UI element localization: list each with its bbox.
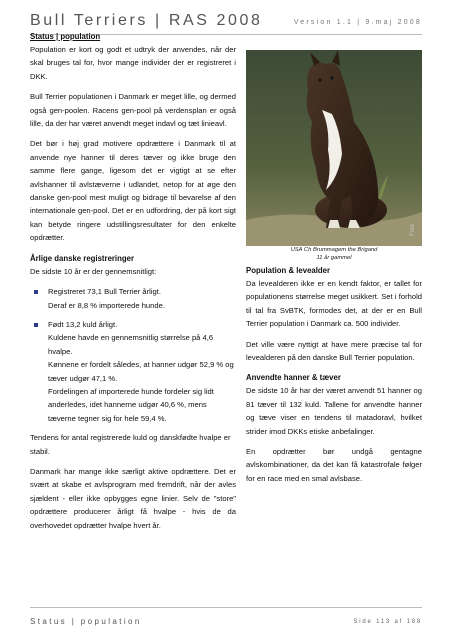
paragraph: Det ville være nyttigt at have mere præcise tal for levealderen på den danske Bull Terrier population. [246, 339, 422, 363]
right-column [246, 264, 422, 492]
list-item-subtext: Kuldene havde en gennemsnitlig størrelse på 4,6 hvalpe. [48, 333, 214, 356]
paragraph: Population er kort og godt et udtryk der anvendes, når der skal bruges tal for, hvor mange individer der er registreret i DKK. [30, 45, 236, 81]
dog-photo [246, 50, 422, 246]
paragraph: De sidste 10 år er der gennemsnitligt: [30, 266, 157, 276]
subheading-registrations: Årlige danske registreringer [30, 253, 134, 263]
page-number: Side 113 af 188 [353, 619, 422, 625]
version-label: Version 1.1 | 9.maj 2008 [293, 19, 422, 26]
list-item [48, 285, 236, 312]
list-item [48, 318, 236, 425]
paragraph: Danmark har mange ikke særligt aktive opdrættere. Det er svært at skabe et avlsprogram med fremdrift, når der avles sjældent - eller ikke opbygges egne linier. Selv de "store" opdrættere producerer årligt få hvalpe - hvis de da overhovedet opdrætter hvalpe hvert år. [30, 466, 236, 530]
paragraph: Da levealderen ikke er en kendt faktor, er tallet for populationens størrelse meget usikkert. Set i forhold til tal fra SvBTK, formodes det, at der er en Bull Terrier population i Danmark ca. 500 individer. [246, 279, 422, 329]
bullet-icon [34, 290, 38, 294]
list-item-text: Registreret 73,1 Bull Terrier årligt. [48, 287, 161, 297]
paragraph: En opdrætter bør undgå gentagne avlskombinationer, da det kan få katastrofale følger for en race med en smal avlsbase. [246, 447, 422, 483]
list-item-subtext: Deraf er 8,8 % importerede hunde. [48, 300, 165, 310]
page-footer [30, 607, 422, 628]
footer-section: Status | population [30, 617, 142, 626]
photo-caption [246, 246, 422, 262]
left-column [30, 30, 236, 539]
list-item-subtext: Fordelingen af importerede hunde fordeler sig lidt anderledes, idet hannerne udgør 40,6 %, mens tæverne tegner sig for hele 59,4 %. [48, 386, 214, 423]
list-item-subtext: Kønnene er fordelt således, at hanner udgør 52,9 % og tæver udgør 47,1 %. [48, 360, 234, 383]
photo-watermark: Foto [410, 223, 416, 236]
subheading-population: Population & levealder [246, 266, 331, 275]
paragraph: Tendens for antal registrerede kuld og danskfødte hvalpe er stabil. [30, 433, 231, 456]
document-title: Bull Terriers | RAS 2008 [30, 12, 263, 29]
bullet-icon [34, 323, 38, 327]
list-item-text: Født 13,2 kuld årligt. [48, 319, 118, 329]
paragraph: Det bør i høj grad motivere opdrættere i Danmark til at anvende nye hanner til deres tæver og ikke bruge den samme flere gange, ligesom det er vigtigt at se efter avlshanner til avlstæverne i udlandet, netop for at øge den danske gen-pool mest muligt og bidrage til bevarelse af den internationale gen-pool. Det er en udfordring, der på kort sigt kan betyde ringere udstillingsresultater for den enkelte opdrætter. [30, 139, 236, 243]
caption-line: 11 år gammel [316, 255, 352, 261]
paragraph: Bull Terrier populationen i Danmark er meget lille, og dermed også gen-poolen. Racens gen-pool på verdensplan er også lille, da der har været anvendt meget indavl og tæt linieavl. [30, 92, 236, 129]
registration-list [30, 285, 236, 425]
section-heading: Status | population [30, 32, 101, 41]
paragraph: De sidste 10 år har der været anvendt 51 hanner og 81 tæver til 132 kuld. Tallene for anvendte hanner og tæve viser en tendens til matadoravl, hvilket strider imod DKKs etiske anbefalinger. [246, 386, 422, 436]
caption-line: USA Ch Brummagem the Brigand [290, 247, 378, 253]
subheading-males-females: Anvendte hanner & tæver [246, 373, 341, 383]
dog-photo-illustration [246, 50, 422, 246]
